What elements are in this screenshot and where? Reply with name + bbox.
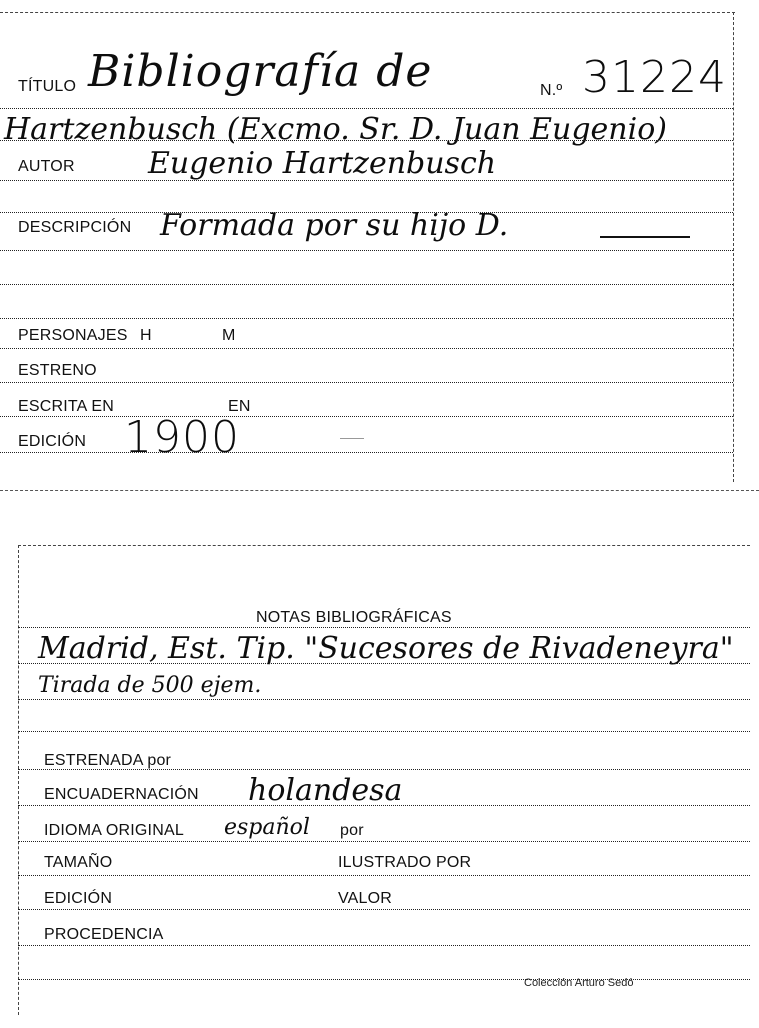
titulo-value-line2: Hartzenbusch (Excmo. Sr. D. Juan Eugenio) xyxy=(4,112,667,147)
estreno-label: ESTRENO xyxy=(18,362,97,379)
descripcion-label: DESCRIPCIÓN xyxy=(18,219,132,236)
personajes-m-label: M xyxy=(222,327,236,344)
escrita-en-label: ESCRITA EN xyxy=(18,398,114,415)
rule-procedencia xyxy=(18,945,750,946)
rule-bottom xyxy=(18,979,750,980)
valor-label: VALOR xyxy=(338,890,393,907)
descripcion-dash xyxy=(600,236,690,238)
autor-value: Eugenio Hartzenbusch xyxy=(148,146,497,181)
encuadernacion-value: holandesa xyxy=(248,773,403,808)
back-catalog-card xyxy=(18,545,750,1015)
cut-line xyxy=(0,490,759,491)
rule-autor xyxy=(0,180,733,181)
rule-edicion xyxy=(0,452,733,453)
rule-blank-2 xyxy=(0,318,733,319)
rule-estreno xyxy=(0,382,733,383)
scan-mark xyxy=(340,438,364,439)
numero-value: 31224 xyxy=(582,52,727,103)
titulo-value-line1: Bibliografía de xyxy=(88,46,433,97)
notes-line2: Tirada de 500 ejem. xyxy=(38,673,262,698)
front-catalog-card xyxy=(0,12,735,482)
rule-edicion xyxy=(18,909,750,910)
rule-notes-3 xyxy=(18,731,750,732)
rule-notes-1 xyxy=(18,663,750,664)
idioma-original-label: IDIOMA ORIGINAL xyxy=(44,822,184,839)
rule-notas-title xyxy=(18,627,750,628)
notas-bibliograficas-title: NOTAS BIBLIOGRÁFICAS xyxy=(256,609,452,626)
tamano-label: TAMAÑO xyxy=(44,854,113,871)
edicion-label: EDICIÓN xyxy=(18,433,87,450)
rule-encuadernacion xyxy=(18,805,750,806)
ilustrado-por-label: ILUSTRADO POR xyxy=(338,854,472,871)
rule-tamano xyxy=(18,875,750,876)
idioma-por-label: por xyxy=(340,822,364,839)
rule-titulo-2 xyxy=(0,140,733,141)
rule-titulo xyxy=(0,108,733,109)
en-label: EN xyxy=(228,398,251,415)
numero-label: N.º xyxy=(540,82,563,99)
rule-personajes xyxy=(0,348,733,349)
idioma-original-value: español xyxy=(224,815,310,840)
collection-credit: Colección Arturo Sedó xyxy=(524,977,634,989)
personajes-label: PERSONAJES xyxy=(18,327,128,344)
card-top-edge xyxy=(18,545,750,546)
rule-estrenada xyxy=(18,769,750,770)
edicion-label: EDICIÓN xyxy=(44,890,113,907)
procedencia-label: PROCEDENCIA xyxy=(44,926,164,943)
rule-descripcion xyxy=(0,250,733,251)
descripcion-value: Formada por su hijo D. xyxy=(160,208,509,243)
notes-line1: Madrid, Est. Tip. "Sucesores de Rivadeneyra" xyxy=(38,631,734,666)
autor-label: AUTOR xyxy=(18,158,75,175)
card-right-edge xyxy=(733,12,734,482)
estrenada-label: ESTRENADA por xyxy=(44,752,172,769)
rule-idioma xyxy=(18,841,750,842)
personajes-h-label: H xyxy=(140,327,152,344)
encuadernacion-label: ENCUADERNACIÓN xyxy=(44,786,199,803)
rule-notes-2 xyxy=(18,699,750,700)
rule-blank-1 xyxy=(0,284,733,285)
titulo-label: TÍTULO xyxy=(18,78,77,95)
rule-escrita xyxy=(0,416,733,417)
edicion-value: 1900 xyxy=(124,412,240,463)
card-top-edge xyxy=(0,12,735,13)
